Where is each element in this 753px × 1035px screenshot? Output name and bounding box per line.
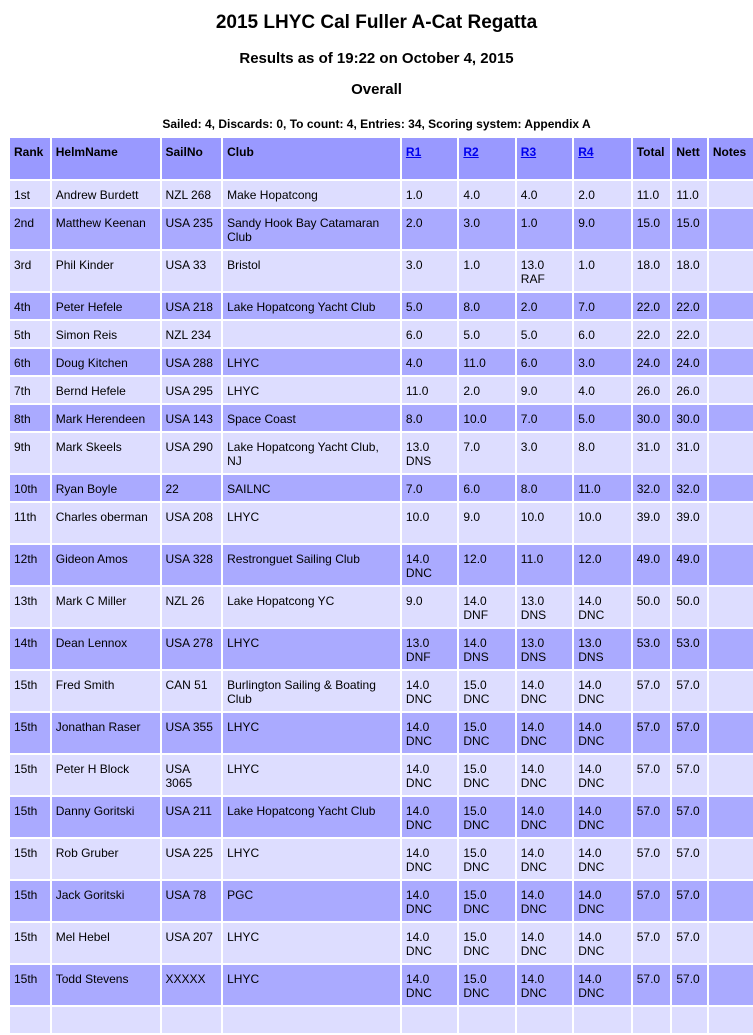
- cell-r1: 14.0 DNC: [402, 839, 457, 879]
- table-row: [10, 881, 753, 921]
- cell-r3: 14.0 DNC: [517, 671, 572, 711]
- cell-rank: 14th: [10, 629, 50, 669]
- col-header-nett: Nett: [672, 138, 707, 179]
- cell-notes: [709, 881, 753, 921]
- cell-r1: 2.0: [402, 209, 457, 249]
- table-row: [10, 671, 753, 711]
- cell-helm: Jack Goritski: [52, 881, 160, 921]
- cell-helm: Dean Lennox: [52, 629, 160, 669]
- cell-sail: USA 143: [162, 405, 222, 431]
- cell-r4: 5.0: [574, 405, 630, 431]
- cell-rank: 5th: [10, 321, 50, 347]
- cell-r1: 14.0 DNC: [402, 755, 457, 795]
- cell-r1: 13.0 DNF: [402, 629, 457, 669]
- cell-r3: 8.0: [517, 475, 572, 501]
- cell-sail: USA 235: [162, 209, 222, 249]
- cell-sail: USA 207: [162, 923, 222, 963]
- cell-total: 57.0: [633, 797, 671, 837]
- cell-nett: 57.0: [672, 797, 707, 837]
- cell-r4: 6.0: [574, 321, 630, 347]
- cell-r3: 13.0 DNS: [517, 587, 572, 627]
- cell-r4: 14.0 DNC: [574, 881, 630, 921]
- cell-helm: Peter H Block: [52, 755, 160, 795]
- cell-r4: [574, 1007, 630, 1033]
- cell-sail: USA 288: [162, 349, 222, 375]
- cell-r2: 15.0 DNC: [459, 965, 514, 1005]
- cell-sail: USA 211: [162, 797, 222, 837]
- cell-rank: 15th: [10, 797, 50, 837]
- cell-rank: 15th: [10, 713, 50, 753]
- cell-sail: USA 278: [162, 629, 222, 669]
- cell-r2: 10.0: [459, 405, 514, 431]
- cell-notes: [709, 839, 753, 879]
- cell-rank: 15th: [10, 965, 50, 1005]
- cell-nett: 53.0: [672, 629, 707, 669]
- cell-total: 57.0: [633, 713, 671, 753]
- cell-r1: 1.0: [402, 181, 457, 207]
- section-heading: Overall: [351, 81, 402, 98]
- cell-r4: 14.0 DNC: [574, 587, 630, 627]
- cell-r3: 14.0 DNC: [517, 755, 572, 795]
- cell-r2: 8.0: [459, 293, 514, 319]
- cell-r3: 1.0: [517, 209, 572, 249]
- cell-nett: 57.0: [672, 923, 707, 963]
- cell-r2: 14.0 DNF: [459, 587, 514, 627]
- table-row: [10, 713, 753, 753]
- cell-club: Restronguet Sailing Club: [223, 545, 400, 585]
- cell-club: Lake Hopatcong YC: [223, 587, 400, 627]
- cell-r4: 14.0 DNC: [574, 923, 630, 963]
- cell-total: 24.0: [633, 349, 671, 375]
- cell-nett: 39.0: [672, 503, 707, 543]
- cell-sail: USA 225: [162, 839, 222, 879]
- cell-r1: 8.0: [402, 405, 457, 431]
- cell-r4: 3.0: [574, 349, 630, 375]
- table-row: [10, 293, 753, 319]
- cell-r3: 9.0: [517, 377, 572, 403]
- cell-sail: XXXXX: [162, 965, 222, 1005]
- cell-club: Lake Hopatcong Yacht Club, NJ: [223, 433, 400, 473]
- cell-r2: 14.0 DNS: [459, 629, 514, 669]
- cell-r4: 9.0: [574, 209, 630, 249]
- cell-sail: USA 33: [162, 251, 222, 291]
- cell-sail: USA 295: [162, 377, 222, 403]
- cell-helm: Jonathan Raser: [52, 713, 160, 753]
- cell-helm: Charles oberman: [52, 503, 160, 543]
- cell-r2: 15.0 DNC: [459, 839, 514, 879]
- cell-notes: [709, 475, 753, 501]
- cell-club: Sandy Hook Bay Catamaran Club: [223, 209, 400, 249]
- cell-r1: 3.0: [402, 251, 457, 291]
- col-header-r4: [574, 138, 630, 179]
- cell-r2: 15.0 DNC: [459, 671, 514, 711]
- cell-r3: 14.0 DNC: [517, 923, 572, 963]
- cell-r2: 15.0 DNC: [459, 713, 514, 753]
- col-header-notes: Notes: [709, 138, 753, 179]
- cell-r4: 14.0 DNC: [574, 755, 630, 795]
- cell-club: SAILNC: [223, 475, 400, 501]
- cell-r3: 14.0 DNC: [517, 839, 572, 879]
- table-row: [10, 545, 753, 585]
- cell-helm: Mark Skeels: [52, 433, 160, 473]
- cell-r1: 14.0 DNC: [402, 923, 457, 963]
- cell-helm: Doug Kitchen: [52, 349, 160, 375]
- cell-club: Bristol: [223, 251, 400, 291]
- cell-total: 26.0: [633, 377, 671, 403]
- cell-total: 49.0: [633, 545, 671, 585]
- cell-total: 53.0: [633, 629, 671, 669]
- cell-sail: USA 218: [162, 293, 222, 319]
- cell-notes: [709, 923, 753, 963]
- cell-rank: 11th: [10, 503, 50, 543]
- cell-r2: 3.0: [459, 209, 514, 249]
- cell-club: LHYC: [223, 629, 400, 669]
- cell-nett: 15.0: [672, 209, 707, 249]
- cell-nett: 57.0: [672, 839, 707, 879]
- cell-sail: USA 290: [162, 433, 222, 473]
- race-link-r3[interactable]: R3: [520, 145, 537, 159]
- cell-club: Burlington Sailing & Boating Club: [223, 671, 400, 711]
- cell-total: 57.0: [633, 965, 671, 1005]
- cell-nett: 24.0: [672, 349, 707, 375]
- cell-notes: [709, 713, 753, 753]
- cell-r4: 12.0: [574, 545, 630, 585]
- cell-rank: 8th: [10, 405, 50, 431]
- cell-r3: 13.0 RAF: [517, 251, 572, 291]
- cell-rank: 6th: [10, 349, 50, 375]
- cell-r3: 2.0: [517, 293, 572, 319]
- cell-nett: 57.0: [672, 881, 707, 921]
- cell-r3: 11.0: [517, 545, 572, 585]
- table-row: [10, 797, 753, 837]
- cell-sail: USA 3065: [162, 755, 222, 795]
- table-row: [10, 405, 753, 431]
- cell-total: 57.0: [633, 839, 671, 879]
- cell-r3: 14.0 DNC: [517, 965, 572, 1005]
- cell-helm: Bernd Hefele: [52, 377, 160, 403]
- cell-total: 11.0: [633, 181, 671, 207]
- cell-total: 22.0: [633, 321, 671, 347]
- table-row: [10, 839, 753, 879]
- cell-total: 57.0: [633, 671, 671, 711]
- cell-sail: NZL 26: [162, 587, 222, 627]
- col-header-sailno: SailNo: [162, 138, 222, 179]
- cell-helm: Danny Goritski: [52, 797, 160, 837]
- cell-r2: 15.0 DNC: [459, 881, 514, 921]
- cell-club: Lake Hopatcong Yacht Club: [223, 293, 400, 319]
- cell-r3: 5.0: [517, 321, 572, 347]
- table-row: [10, 209, 753, 249]
- cell-rank: 10th: [10, 475, 50, 501]
- cell-club: LHYC: [223, 377, 400, 403]
- cell-nett: 22.0: [672, 321, 707, 347]
- page-title: 2015 LHYC Cal Fuller A-Cat Regatta: [215, 12, 538, 33]
- table-row: [10, 475, 753, 501]
- cell-club: Make Hopatcong: [223, 181, 400, 207]
- cell-nett: 57.0: [672, 713, 707, 753]
- cell-helm: Todd Stevens: [52, 965, 160, 1005]
- cell-r4: 8.0: [574, 433, 630, 473]
- cell-r3: 10.0: [517, 503, 572, 543]
- cell-rank: 13th: [10, 587, 50, 627]
- cell-r2: 1.0: [459, 251, 514, 291]
- cell-sail: USA 355: [162, 713, 222, 753]
- cell-r4: 14.0 DNC: [574, 671, 630, 711]
- cell-helm: Fred Smith: [52, 671, 160, 711]
- cell-total: 39.0: [633, 503, 671, 543]
- table-row: [10, 321, 753, 347]
- header-row: [10, 138, 753, 179]
- cell-rank: 1st: [10, 181, 50, 207]
- cell-r1: 5.0: [402, 293, 457, 319]
- cell-notes: [709, 755, 753, 795]
- cell-r2: 6.0: [459, 475, 514, 501]
- cell-notes: [709, 965, 753, 1005]
- cell-total: 30.0: [633, 405, 671, 431]
- cell-r2: 2.0: [459, 377, 514, 403]
- table-row: [10, 181, 753, 207]
- cell-r1: 11.0: [402, 377, 457, 403]
- cell-nett: 31.0: [672, 433, 707, 473]
- cell-r1: 14.0 DNC: [402, 671, 457, 711]
- cell-r1: 13.0 DNS: [402, 433, 457, 473]
- cell-club: [223, 321, 400, 347]
- cell-rank: 7th: [10, 377, 50, 403]
- cell-r4: 7.0: [574, 293, 630, 319]
- cell-r1: 10.0: [402, 503, 457, 543]
- series-summary: Sailed: 4, Discards: 0, To count: 4, Entries: 34, Scoring system: Appendix A: [162, 117, 591, 131]
- cell-notes: [709, 181, 753, 207]
- cell-r2: 5.0: [459, 321, 514, 347]
- cell-notes: [709, 209, 753, 249]
- cell-r1: 9.0: [402, 587, 457, 627]
- cell-total: 57.0: [633, 923, 671, 963]
- table-row: [10, 629, 753, 669]
- cell-rank: [10, 1007, 50, 1033]
- cell-r4: 14.0 DNC: [574, 797, 630, 837]
- results-timestamp: Results as of 19:22 on October 4, 2015: [239, 50, 514, 67]
- col-header-r1: [402, 138, 457, 179]
- cell-total: [633, 1007, 671, 1033]
- cell-nett: 22.0: [672, 293, 707, 319]
- col-header-club: Club: [223, 138, 400, 179]
- cell-rank: 9th: [10, 433, 50, 473]
- cell-r2: 11.0: [459, 349, 514, 375]
- race-link-r4[interactable]: R4: [578, 145, 594, 159]
- cell-rank: 4th: [10, 293, 50, 319]
- cell-notes: [709, 545, 753, 585]
- cell-club: [223, 1007, 400, 1033]
- cell-sail: USA 208: [162, 503, 222, 543]
- cell-notes: [709, 405, 753, 431]
- cell-notes: [709, 1007, 753, 1033]
- cell-r2: 15.0 DNC: [459, 923, 514, 963]
- cell-rank: 15th: [10, 881, 50, 921]
- table-row: [10, 433, 753, 473]
- cell-total: 15.0: [633, 209, 671, 249]
- cell-notes: [709, 377, 753, 403]
- cell-club: LHYC: [223, 755, 400, 795]
- cell-r2: 4.0: [459, 181, 514, 207]
- cell-club: LHYC: [223, 503, 400, 543]
- cell-nett: 57.0: [672, 671, 707, 711]
- cell-notes: [709, 629, 753, 669]
- cell-r2: 7.0: [459, 433, 514, 473]
- cell-r4: 14.0 DNC: [574, 839, 630, 879]
- cell-r3: 4.0: [517, 181, 572, 207]
- col-header-r2: [459, 138, 514, 179]
- cell-club: Space Coast: [223, 405, 400, 431]
- cell-nett: 50.0: [672, 587, 707, 627]
- results-table: [8, 136, 753, 1035]
- cell-club: LHYC: [223, 965, 400, 1005]
- cell-r4: 14.0 DNC: [574, 965, 630, 1005]
- cell-rank: 15th: [10, 671, 50, 711]
- cell-helm: Mark Herendeen: [52, 405, 160, 431]
- cell-total: 32.0: [633, 475, 671, 501]
- cell-helm: Peter Hefele: [52, 293, 160, 319]
- cell-r2: 12.0: [459, 545, 514, 585]
- cell-r4: 10.0: [574, 503, 630, 543]
- cell-rank: 15th: [10, 755, 50, 795]
- cell-r1: [402, 1007, 457, 1033]
- cell-nett: 18.0: [672, 251, 707, 291]
- cell-club: PGC: [223, 881, 400, 921]
- cell-nett: 30.0: [672, 405, 707, 431]
- cell-nett: 11.0: [672, 181, 707, 207]
- cell-total: 31.0: [633, 433, 671, 473]
- cell-r1: 14.0 DNC: [402, 797, 457, 837]
- cell-r1: 14.0 DNC: [402, 713, 457, 753]
- cell-helm: [52, 1007, 160, 1033]
- cell-total: 57.0: [633, 881, 671, 921]
- cell-sail: USA 78: [162, 881, 222, 921]
- cell-notes: [709, 293, 753, 319]
- cell-nett: 57.0: [672, 755, 707, 795]
- cell-nett: 57.0: [672, 965, 707, 1005]
- table-row: [10, 755, 753, 795]
- cell-club: LHYC: [223, 349, 400, 375]
- cell-nett: 49.0: [672, 545, 707, 585]
- cell-helm: Ryan Boyle: [52, 475, 160, 501]
- cell-notes: [709, 503, 753, 543]
- cell-rank: 15th: [10, 923, 50, 963]
- table-row: [10, 923, 753, 963]
- table-row: [10, 965, 753, 1005]
- cell-club: LHYC: [223, 713, 400, 753]
- cell-notes: [709, 587, 753, 627]
- cell-total: 57.0: [633, 755, 671, 795]
- table-row: [10, 251, 753, 291]
- cell-r3: 3.0: [517, 433, 572, 473]
- cell-r1: 14.0 DNC: [402, 881, 457, 921]
- cell-helm: Mel Hebel: [52, 923, 160, 963]
- cell-r3: 7.0: [517, 405, 572, 431]
- col-header-helmname: HelmName: [52, 138, 160, 179]
- cell-helm: Simon Reis: [52, 321, 160, 347]
- cell-r4: 13.0 DNS: [574, 629, 630, 669]
- cell-nett: [672, 1007, 707, 1033]
- col-header-r3: [517, 138, 572, 179]
- cell-r1: 14.0 DNC: [402, 545, 457, 585]
- cell-total: 50.0: [633, 587, 671, 627]
- cell-notes: [709, 671, 753, 711]
- cell-total: 22.0: [633, 293, 671, 319]
- cell-r1: 14.0 DNC: [402, 965, 457, 1005]
- cell-sail: USA 328: [162, 545, 222, 585]
- cell-r1: 6.0: [402, 321, 457, 347]
- cell-r2: 15.0 DNC: [459, 797, 514, 837]
- cell-notes: [709, 349, 753, 375]
- cell-nett: 26.0: [672, 377, 707, 403]
- cell-r4: 14.0 DNC: [574, 713, 630, 753]
- cell-r4: 1.0: [574, 251, 630, 291]
- cell-club: LHYC: [223, 839, 400, 879]
- cell-r3: [517, 1007, 572, 1033]
- cell-club: Lake Hopatcong Yacht Club: [223, 797, 400, 837]
- race-link-r1[interactable]: R1: [405, 145, 422, 159]
- cell-r1: 4.0: [402, 349, 457, 375]
- table-row: [10, 1007, 753, 1033]
- col-header-rank: Rank: [10, 138, 50, 179]
- cell-helm: Rob Gruber: [52, 839, 160, 879]
- cell-r3: 14.0 DNC: [517, 881, 572, 921]
- cell-rank: 15th: [10, 839, 50, 879]
- cell-helm: Phil Kinder: [52, 251, 160, 291]
- cell-helm: Andrew Burdett: [52, 181, 160, 207]
- cell-rank: 3rd: [10, 251, 50, 291]
- cell-club: LHYC: [223, 923, 400, 963]
- cell-sail: [162, 1007, 222, 1033]
- cell-notes: [709, 321, 753, 347]
- race-link-r2[interactable]: R2: [463, 145, 479, 159]
- cell-total: 18.0: [633, 251, 671, 291]
- col-header-total: Total: [633, 138, 671, 179]
- table-row: [10, 349, 753, 375]
- cell-r3: 14.0 DNC: [517, 713, 572, 753]
- table-row: [10, 503, 753, 543]
- cell-r4: 11.0: [574, 475, 630, 501]
- cell-r3: 6.0: [517, 349, 572, 375]
- cell-r2: [459, 1007, 514, 1033]
- cell-rank: 2nd: [10, 209, 50, 249]
- cell-sail: NZL 268: [162, 181, 222, 207]
- cell-r3: 13.0 DNS: [517, 629, 572, 669]
- cell-helm: Mark C Miller: [52, 587, 160, 627]
- cell-helm: Matthew Keenan: [52, 209, 160, 249]
- cell-r2: 15.0 DNC: [459, 755, 514, 795]
- cell-r1: 7.0: [402, 475, 457, 501]
- cell-r2: 9.0: [459, 503, 514, 543]
- cell-sail: CAN 51: [162, 671, 222, 711]
- cell-r4: 2.0: [574, 181, 630, 207]
- cell-nett: 32.0: [672, 475, 707, 501]
- cell-notes: [709, 433, 753, 473]
- cell-helm: Gideon Amos: [52, 545, 160, 585]
- cell-rank: 12th: [10, 545, 50, 585]
- table-row: [10, 587, 753, 627]
- table-row: [10, 377, 753, 403]
- cell-notes: [709, 797, 753, 837]
- cell-r4: 4.0: [574, 377, 630, 403]
- cell-sail: 22: [162, 475, 222, 501]
- cell-sail: NZL 234: [162, 321, 222, 347]
- cell-r3: 14.0 DNC: [517, 797, 572, 837]
- cell-notes: [709, 251, 753, 291]
